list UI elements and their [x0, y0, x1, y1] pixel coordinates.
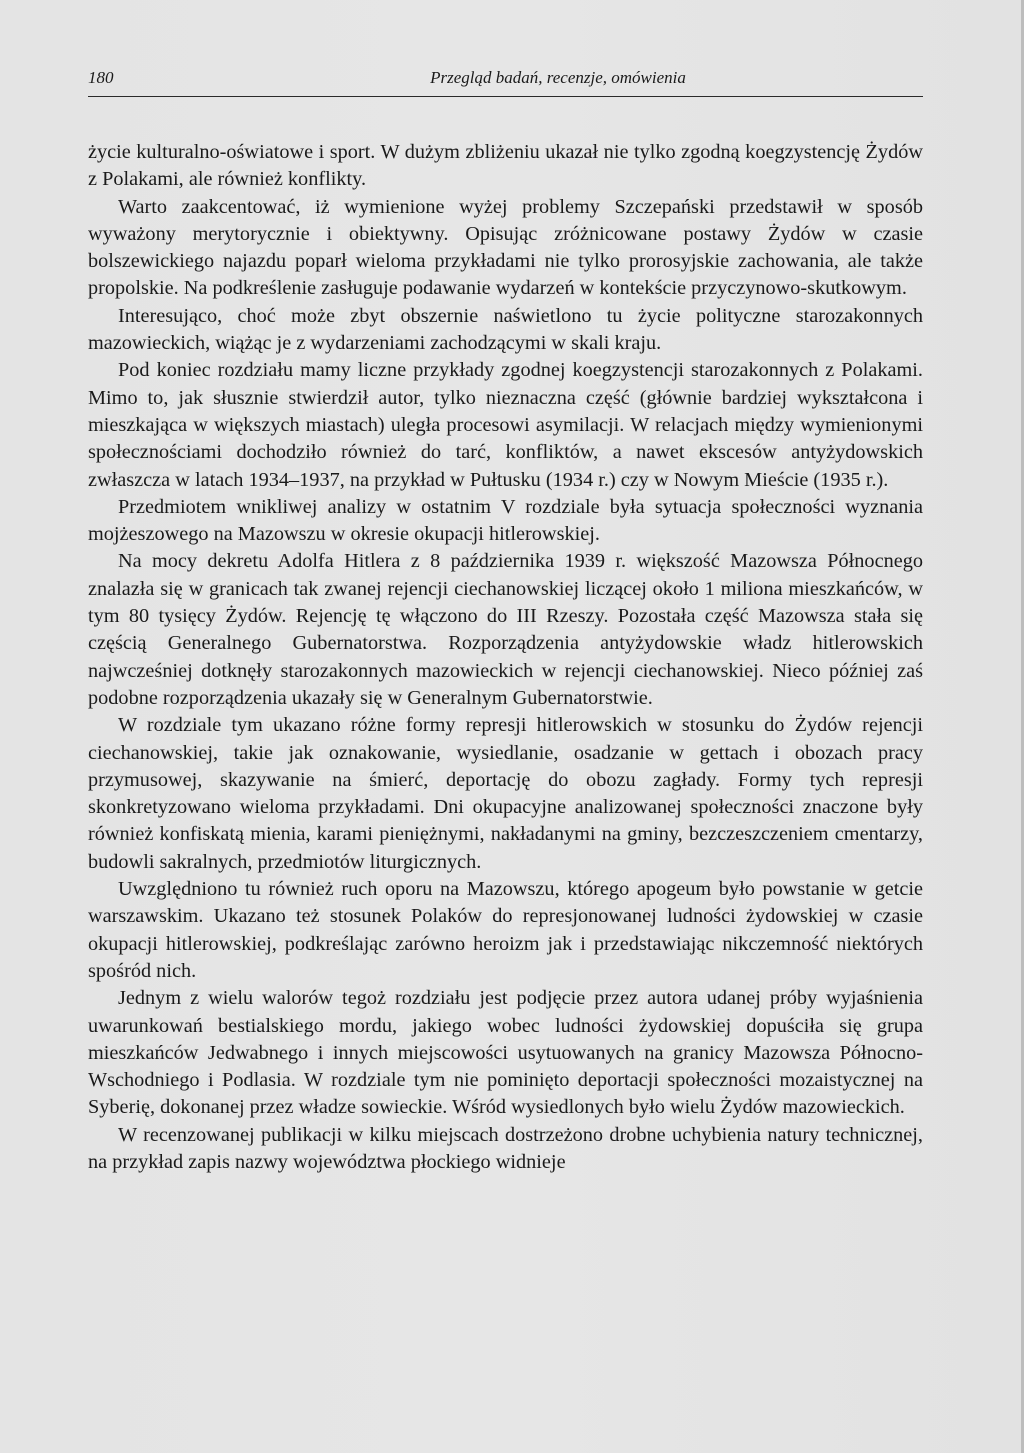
- body-text: [88, 139, 923, 1176]
- paragraph: W rozdziale tym ukazano różne formy represji hitlerowskich w stosunku do Żydów rejencji ciechanowskiej, takie jak oznakowanie, wysiedlanie, osadzanie w gettach i obozach pracy przymusowej, skazywanie na śmierć, deportację do obozu zagłady. Formy tych represji skonkretyzowano wieloma przykładami. Dni okupacyjne analizowanej społeczności znaczone były również konfiskatą mienia, karami pieniężnymi, nakładanymi na gminy, bezczeszczeniem cmentarzy, budowli sakralnych, przedmiotów liturgicznych.: [88, 714, 923, 873]
- page-header: [88, 66, 923, 97]
- paragraph: życie kulturalno-oświatowe i sport. W dużym zbliżeniu ukazał nie tylko zgodną koegzystencję Żydów z Polakami, ale również konflikty.: [88, 141, 923, 191]
- paragraph: W recenzowanej publikacji w kilku miejscach dostrzeżono drobne uchybienia natury technicznej, na przykład zapis nazwy województwa płockiego widnieje: [88, 1123, 923, 1173]
- paragraph: Jednym z wielu walorów tegoż rozdziału jest podjęcie przez autora udanej próby wyjaśnienia uwarunkowań bestialskiego mordu, jakiego wobec ludności żydowskiej dopuściła się grupa mieszkańców Jedwabnego i innych miejscowości usytuowanych na granicy Mazowsza Północno-Wschodniego i Podlasia. W rozdziale tym nie pominięto deportacji społeczności mozaistycznej na Syberię, dokonanej przez władze sowieckie. Wśród wysiedlonych było wielu Żydów mazowieckich.: [88, 987, 923, 1119]
- page-number: 180: [88, 68, 114, 87]
- paragraph: Przedmiotem wnikliwej analizy w ostatnim V rozdziale była sytuacja społeczności wyznania mojżeszowego na Mazowszu w okresie okupacji hitlerowskiej.: [88, 495, 923, 546]
- paragraph: Uwzględniono tu również ruch oporu na Mazowszu, którego apogeum było powstanie w getcie warszawskim. Ukazano też stosunek Polaków do represjonowanej ludności żydowskiej w czasie okupacji hitlerowskiej, podkreślając zarówno heroizm jak i przedstawiając nikczemność niektórych spośród nich.: [88, 878, 923, 982]
- paragraph: Pod koniec rozdziału mamy liczne przykłady zgodnej koegzystencji starozakonnych z Polakami. Mimo to, jak słusznie stwierdził autor, tylko nieznaczna część (głównie bardziej wykształcona i mieszkająca w większych miastach) uległa procesowi asymilacji. W relacjach między wymienionymi społecznościami dochodziło również do tarć, konfliktów, a nawet ekscesów antyżydowskich zwłaszcza w latach 1934–1937, na przykład w Pułtusku (1934 r.) czy w Nowym Mieście (1935 r.).: [88, 359, 923, 491]
- running-title: Przegląd badań, recenzje, omówienia: [430, 68, 686, 87]
- paragraph: Na mocy dekretu Adolfa Hitlera z 8 października 1939 r. większość Mazowsza Północnego znalazła się w granicach tak zwanej rejencji ciechanowskiej liczącej około 1 miliona mieszkańców, w tym 80 tysięcy Żydów. Rejencję tę włączono do III Rzeszy. Pozostała część Mazowsza stała się częścią Generalnego Gubernatorstwa. Rozporządzenia antyżydowskie władz hitlerowskich najwcześniej dotknęły starozakonnych mazowieckich w rejencji ciechanowskiej. Nieco później zaś podobne rozporządzenia ukazały się w Generalnym Gubernatorstwie.: [88, 550, 923, 709]
- paragraph: Warto zaakcentować, iż wymienione wyżej problemy Szczepański przedstawił w sposób wyważony merytorycznie i obiektywny. Opisując zróżnicowane postawy Żydów w czasie bolszewickiego najazdu poparł wieloma przykładami nie tylko prorosyjskie zachowania, ale także propolskie. Na podkreślenie zasługuje podawanie wydarzeń w kontekście przyczynowo-skutkowym.: [88, 195, 923, 300]
- paragraph: Interesująco, choć może zbyt obszernie naświetlono tu życie polityczne starozakonnych mazowieckich, wiążąc je z wydarzeniami zachodzącymi w skali kraju.: [88, 304, 923, 355]
